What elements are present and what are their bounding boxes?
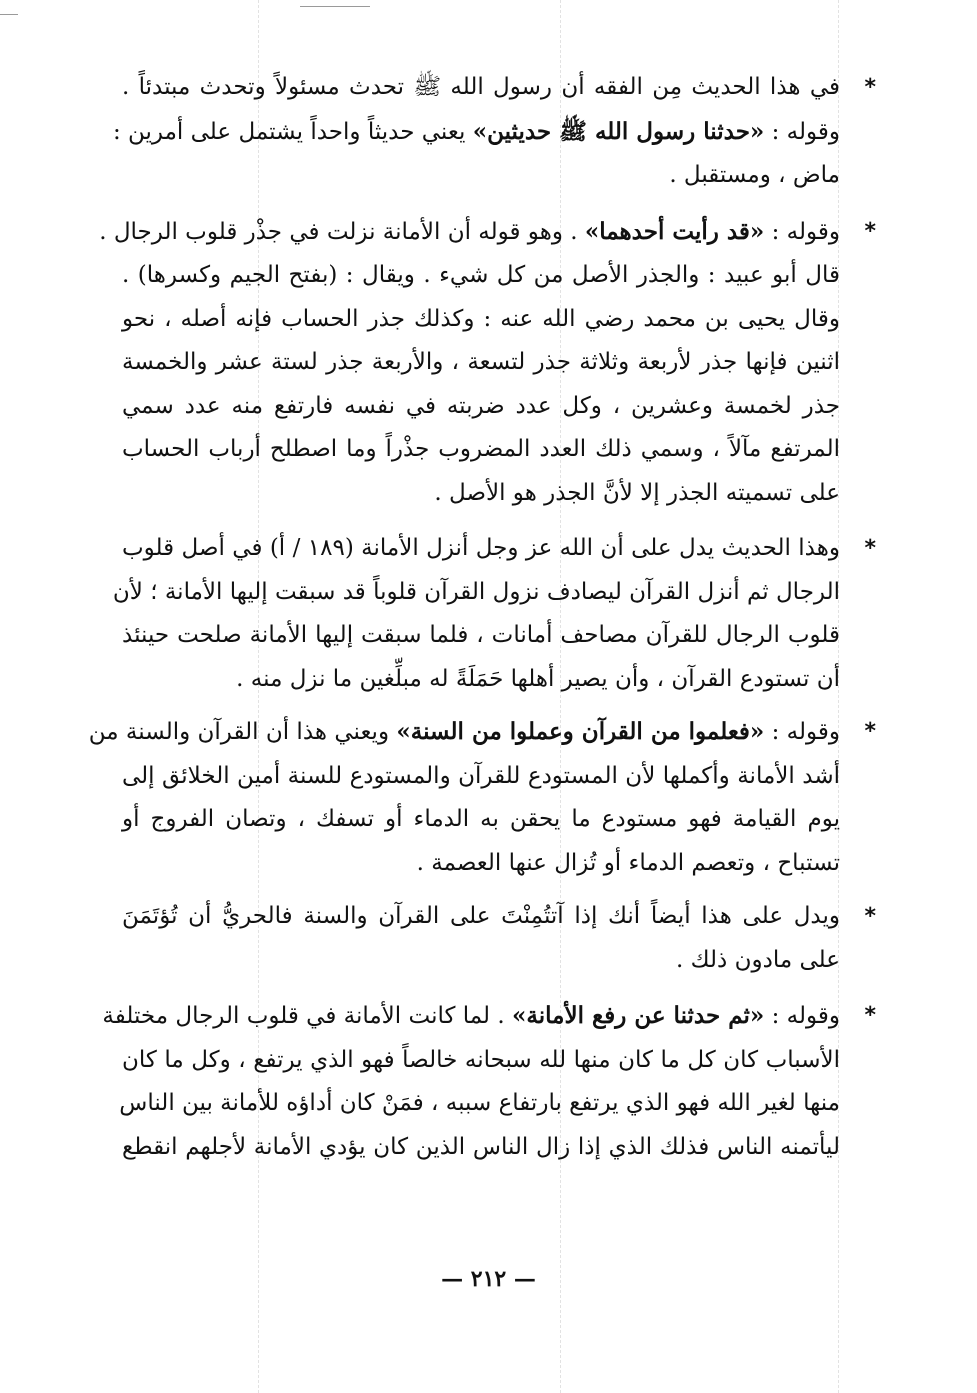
text-line bbox=[122, 254, 840, 298]
text-line bbox=[102, 994, 840, 1039]
text-line bbox=[119, 1082, 840, 1126]
text-segment: المرتفع مآلاً ، وسمي ذلك العدد المضروب جذْراً وما اصطلح أرباب الحساب bbox=[122, 436, 840, 462]
text-segment: وقوله : bbox=[764, 118, 840, 145]
text-segment: وهذا الحديث يدل على أن الله عز وجل أنزل الأمانة (١٨٩ / أ) في أصل قلوب bbox=[122, 535, 840, 561]
paragraph bbox=[122, 895, 876, 982]
text-line bbox=[122, 614, 840, 658]
text-line bbox=[122, 755, 840, 799]
page-body-text bbox=[88, 66, 876, 1169]
text-line bbox=[122, 1039, 840, 1083]
text-segment: قال أبو عبيد : والجذر الأصل من كل شيء . ويقال : (بفتح الجيم وكسرها) . bbox=[122, 262, 840, 288]
text-segment: ويدل على هذا أيضاً أنك إذا آتتُمِنْتَ على القرآن والسنة فالحريُّ أن تُؤتَمَنَ bbox=[122, 903, 840, 929]
text-line bbox=[88, 710, 840, 755]
paragraph-marker-asterisk: * bbox=[864, 536, 876, 561]
text-segment: على مادون ذلك . bbox=[676, 946, 840, 973]
text-segment: يوم القيامة فهو مستودع ما يحقن به الدماء أو تسفك ، وتصان الفروج أو bbox=[122, 806, 840, 832]
text-segment: يعني حديثاً واحداً يشتمل على أمرين : bbox=[112, 118, 473, 145]
text-segment: أن تستودع القرآن ، وأن يصير أهلها حَمَلَةً له مبلِّغين ما نزل منه . bbox=[236, 665, 840, 692]
text-segment: اثنين فإنها جذر لأربعة وثلاثة جذر لتسعة ، والأربعة جذر لستة عشر والخمسة bbox=[122, 349, 840, 375]
text-segment: أشد الأمانة وأكملها لأن المستودع للقرآن والمستودع للسنة أمين الخلائق إلى bbox=[122, 762, 840, 789]
quoted-hadith-text: «قد رأيت أحدهما» bbox=[584, 217, 765, 245]
text-segment: وقوله : bbox=[764, 218, 840, 245]
paragraph-marker-asterisk: * bbox=[864, 75, 876, 100]
text-segment: وقال يحيى بن محمد رضي الله عنه : وكذلك جذر الحساب فإنه أصله ، نحو bbox=[122, 305, 840, 332]
text-segment: جذر لخمسة وعشرين ، وكل عدد ضربته في نفسه فارتفع منه عدد سمي bbox=[122, 392, 840, 419]
paragraph-marker-asterisk: * bbox=[864, 904, 876, 929]
text-segment: . لما كانت الأمانة في قلوب الرجال مختلفة bbox=[102, 1003, 513, 1029]
quoted-hadith-text: «حدثنا رسول الله ﷺ حديثين» bbox=[472, 117, 765, 145]
text-segment: منها لغير الله فهو الذي يرتفع بارتفاع سببه ، فمَنْ كان أداؤه للأمانة بين الناس bbox=[119, 1090, 840, 1116]
text-segment: ماض ، ومستقبل . bbox=[669, 162, 840, 188]
text-line bbox=[122, 341, 840, 385]
text-segment: ليأتمنه الناس فذلك الذي إذا زال الناس الذين كان يؤدي الأمانة لأجلهم انقطع bbox=[122, 1133, 840, 1160]
text-line bbox=[122, 1126, 840, 1170]
text-segment: وقوله : bbox=[764, 1003, 840, 1029]
paragraph bbox=[112, 527, 876, 701]
paragraph-marker-asterisk: * bbox=[864, 1003, 876, 1028]
text-segment: في هذا الحديث مِن الفقه أن رسول الله ﷺ تحدث مسئولاً وتحدث مبتدئاً . bbox=[122, 74, 840, 100]
text-segment: ويعني هذا أن القرآن والسنة من bbox=[88, 719, 397, 745]
quoted-hadith-text: «فعلموا من القرآن وعملوا من السنة» bbox=[396, 718, 765, 745]
text-line bbox=[112, 571, 840, 615]
scan-artifact-rule bbox=[0, 14, 18, 15]
text-line bbox=[122, 66, 840, 110]
text-line bbox=[122, 527, 840, 571]
quoted-hadith-text: «ثم حدثنا عن رفع الأمانة» bbox=[512, 1002, 765, 1029]
text-segment: الرجال ثم أنزل القرآن ليصادف نزول القرآن قلوباً قد سبقت إليها الأمانة ؛ لأن bbox=[112, 578, 840, 605]
text-segment: تستباح ، وتعصم الدماء أو تُزال عنها العصمة . bbox=[416, 849, 840, 876]
text-line bbox=[122, 385, 840, 429]
paragraph-marker-asterisk: * bbox=[864, 218, 876, 244]
text-segment: على تسميته الجذر إلا لأنَّ الجذر هو الأصل . bbox=[434, 479, 840, 506]
paragraph-marker-asterisk: * bbox=[864, 719, 876, 744]
text-line bbox=[122, 658, 840, 702]
text-line bbox=[122, 154, 840, 198]
paragraph bbox=[112, 66, 876, 198]
text-segment: وقوله : bbox=[764, 719, 840, 745]
text-line bbox=[122, 939, 840, 983]
text-line bbox=[122, 798, 840, 842]
text-segment: الأسباب كان كل ما كان منها لله سبحانه خالصاً فهو الذي يرتفع ، وكل ما كان bbox=[122, 1046, 840, 1073]
text-line bbox=[122, 842, 840, 886]
text-line bbox=[99, 210, 840, 255]
paragraph bbox=[88, 710, 876, 885]
scan-artifact-rule bbox=[300, 6, 370, 7]
page-number: — ٢١٢ — bbox=[441, 1266, 536, 1292]
paragraph bbox=[102, 994, 876, 1169]
text-segment: قلوب الرجال للقرآن مصاحف أمانات ، فلما سبقت إليها الأمانة صلحت حينئذ bbox=[122, 622, 840, 648]
text-line bbox=[122, 428, 840, 472]
text-line bbox=[122, 472, 840, 516]
text-line bbox=[122, 895, 840, 939]
text-line bbox=[112, 110, 840, 155]
paragraph bbox=[99, 210, 876, 516]
text-line bbox=[122, 298, 840, 342]
text-segment: . وهو قوله أن الأمانة نزلت في جذْر قلوب الرجال . bbox=[99, 218, 585, 245]
